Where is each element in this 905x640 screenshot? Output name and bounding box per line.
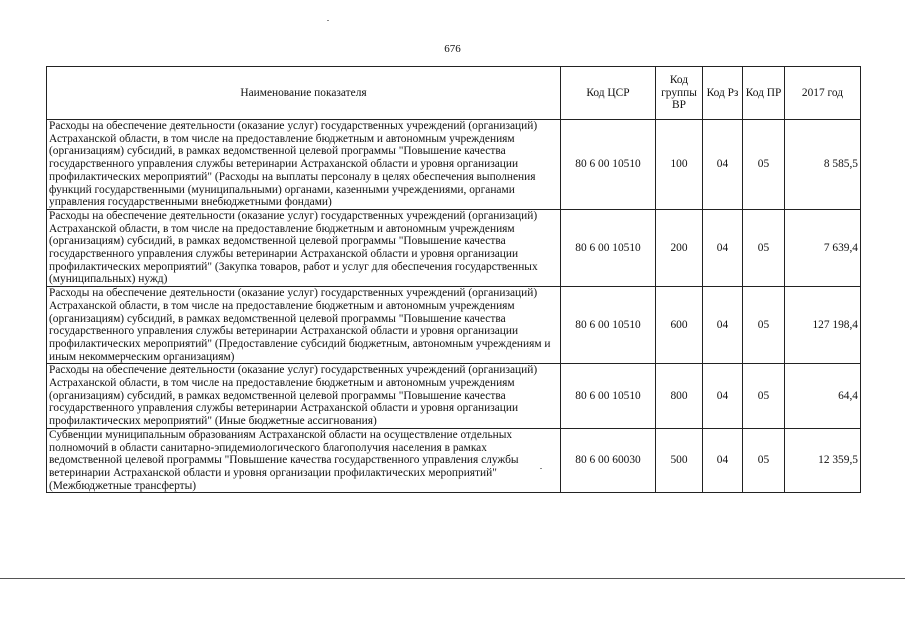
row-value: 12 359,5 [785,428,861,493]
row-value: 7 639,4 [785,209,861,286]
row-pr: 05 [743,120,785,210]
table-row [47,120,861,210]
header-name: Наименование показателя [47,67,561,120]
row-csr: 80 6 00 10510 [561,364,656,429]
header-csr: Код ЦСР [561,67,656,120]
row-rz: 04 [703,428,743,493]
row-rz: 04 [703,209,743,286]
table-header-row [47,67,861,120]
row-vr: 200 [656,209,703,286]
row-csr: 80 6 00 60030 [561,428,656,493]
row-pr: 05 [743,209,785,286]
row-value: 64,4 [785,364,861,429]
row-name: Субвенции муниципальным образованиям Астраханской области на осуществление отдельных полномочий в области санитарно-эпидемиологического благополучия населения в рамках ведомственной целевой программы "Повышение качества государственного управления службы ветеринарии Астраханской области и уровня организации профилактических мероприятий" (Межбюджетные трансферты) [47,428,561,493]
row-csr: 80 6 00 10510 [561,120,656,210]
row-pr: 05 [743,364,785,429]
row-name: Расходы на обеспечение деятельности (оказание услуг) государственных учреждений (организаций) Астраханской области, в том числе на предоставление бюджетным и автономным учреждениям (организациям) субсидий, в рамках ведомственной целевой программы "Повышение качества государственного управления службы ветеринарии Астраханской области и уровня организации профилактических мероприятий" (Иные бюджетные ассигнования) [47,364,561,429]
row-pr: 05 [743,287,785,364]
scan-stroke-line [0,578,905,579]
table-row [47,364,861,429]
row-name: Расходы на обеспечение деятельности (оказание услуг) государственных учреждений (организаций) Астраханской области, в том числе на предоставление бюджетным и автономным учреждениям (организациям) субсидий, в рамках ведомственной целевой программы "Повышение качества государственного управления службы ветеринарии Астраханской области и уровня организации профилактических мероприятий" (Предоставление субсидий бюджетным, автономным учреждениям и иным некоммерческим организациям) [47,287,561,364]
table-row [47,209,861,286]
row-rz: 04 [703,364,743,429]
budget-table [46,66,861,493]
scan-speck [327,20,329,21]
row-vr: 600 [656,287,703,364]
row-pr: 05 [743,428,785,493]
row-csr: 80 6 00 10510 [561,209,656,286]
table-row [47,428,861,493]
row-rz: 04 [703,287,743,364]
row-vr: 100 [656,120,703,210]
row-value: 127 198,4 [785,287,861,364]
row-rz: 04 [703,120,743,210]
row-csr: 80 6 00 10510 [561,287,656,364]
row-value: 8 585,5 [785,120,861,210]
page-number: 676 [444,43,461,55]
scan-speck [540,468,542,469]
row-name: Расходы на обеспечение деятельности (оказание услуг) государственных учреждений (организаций) Астраханской области, в том числе на предоставление бюджетным и автономным учреждениям (организациям) субсидий, в рамках ведомственной целевой программы "Повышение качества государственного управления службы ветеринарии Астраханской области и уровня организации профилактических мероприятий" (Расходы на выплаты персоналу в целях обеспечения выполнения функций государственными (муниципальными) органами, казенными учреждениями, органами управления государственными внебюджетными фондами) [47,120,561,210]
header-pr: Код ПР [743,67,785,120]
row-vr: 800 [656,364,703,429]
header-vr: Код группы ВР [656,67,703,120]
row-vr: 500 [656,428,703,493]
row-name: Расходы на обеспечение деятельности (оказание услуг) государственных учреждений (организаций) Астраханской области, в том числе на предоставление бюджетным и автономным учреждениям (организациям) субсидий, в рамках ведомственной целевой программы "Повышение качества государственного управления службы ветеринарии Астраханской области и уровня организации профилактических мероприятий" (Закупка товаров, работ и услуг для обеспечения государственных (муниципальных) нужд) [47,209,561,286]
header-rz: Код Рз [703,67,743,120]
table-row [47,287,861,364]
header-year: 2017 год [785,67,861,120]
